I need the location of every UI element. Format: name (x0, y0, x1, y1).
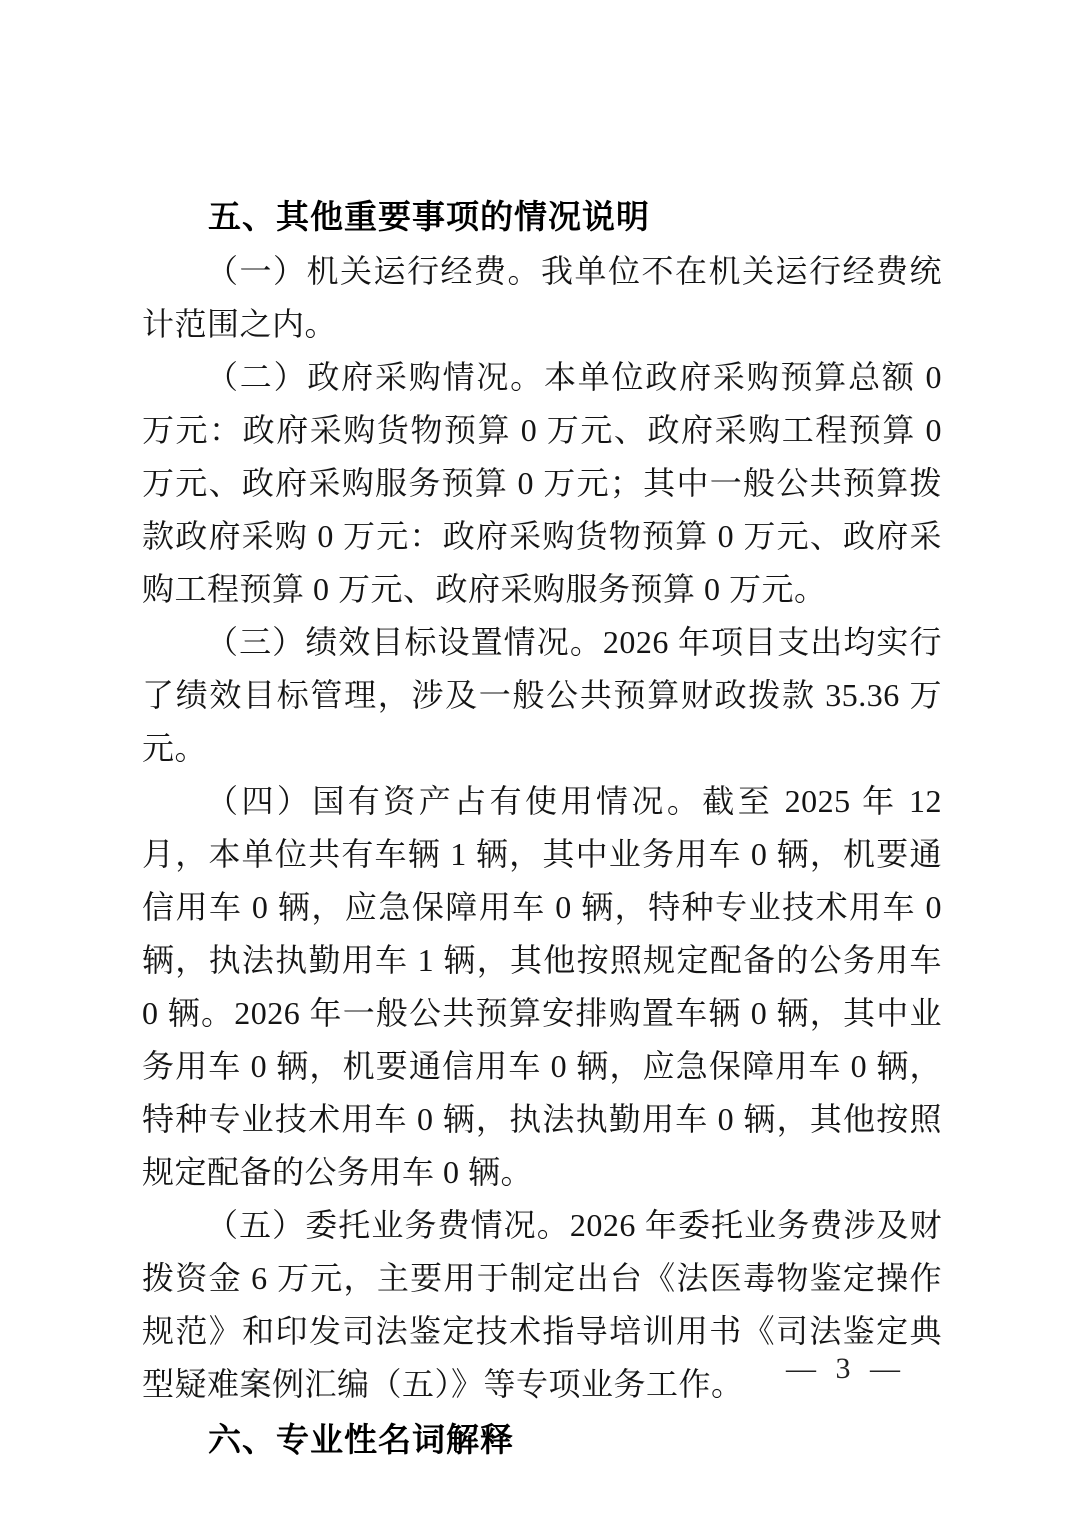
document-body (142, 190, 942, 1466)
section-heading: 六、专业性名词解释 (208, 1421, 514, 1458)
body-paragraph: （二）政府采购情况。本单位政府采购预算总额 0 万元：政府采购货物预算 0 万元、政府采购工程预算 0 万元、政府采购服务预算 0 万元；其中一般公共预算拨款政府采购 0 万元：政府采购货物预算 0 万元、政府采购工程预算 0 万元、政府采购服务预算 0 万元。 (142, 359, 942, 607)
section-heading: 五、其他重要事项的情况说明 (208, 198, 650, 235)
body-paragraph: （一）机关运行经费。我单位不在机关运行经费统计范围之内。 (142, 253, 942, 342)
body-paragraph: （五）委托业务费情况。2026 年委托业务费涉及财拨资金 6 万元，主要用于制定出台《法医毒物鉴定操作规范》和印发司法鉴定技术指导培训用书《司法鉴定典型疑难案例汇编（五）》等专项业务工作。 (142, 1207, 942, 1402)
body-paragraph: （三）绩效目标设置情况。2026 年项目支出均实行了绩效目标管理，涉及一般公共预算财政拨款 35.36 万元。 (142, 624, 942, 766)
page-number: — 3 — (786, 1352, 906, 1385)
body-paragraph: （四）国有资产占有使用情况。截至 2025 年 12 月，本单位共有车辆 1 辆，其中业务用车 0 辆，机要通信用车 0 辆，应急保障用车 0 辆，特种专业技术用车 0 辆，执法执勤用车 1 辆，其他按照规定配备的公务用车 0 辆。2026 年一般公共预算安排购置车辆 0 辆，其中业务用车 0 辆，机要通信用车 0 辆，应急保障用车 0 辆，特种专业技术用车 0 辆，执法执勤用车 0 辆，其他按照规定配备的公务用车 0 辆。 (142, 783, 942, 1190)
